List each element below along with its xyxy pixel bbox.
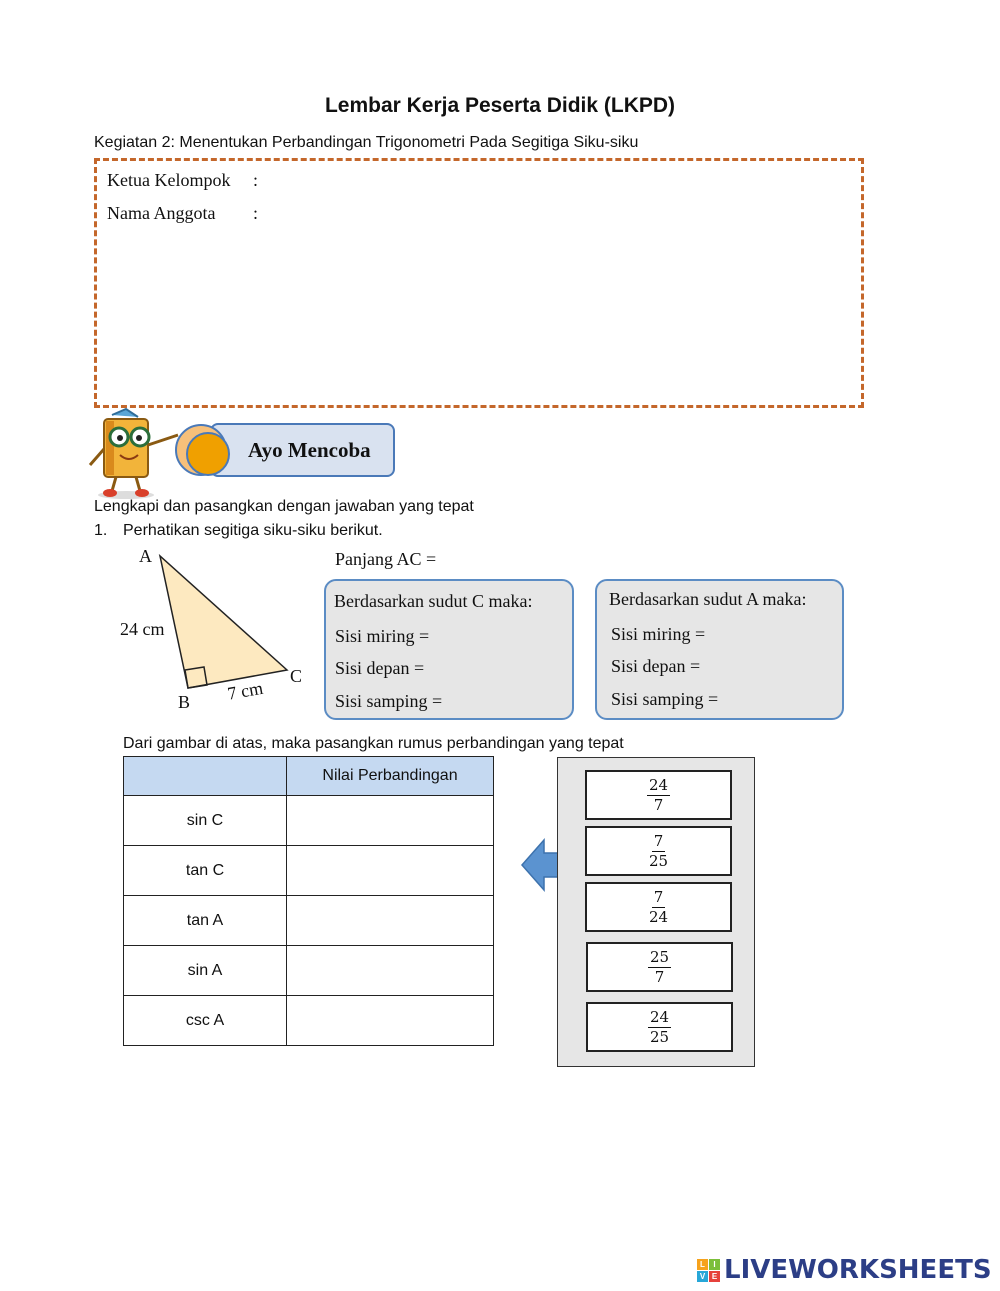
angle-c-heading: Berdasarkan sudut C maka: <box>334 591 533 611</box>
angle-a-samping-label: Sisi samping = <box>611 689 719 709</box>
main-instruction: Lengkapi dan pasangkan dengan jawaban yang tepat <box>94 498 474 515</box>
option-card[interactable] <box>586 1002 733 1052</box>
fraction-denominator: 24 <box>648 907 669 926</box>
logo-letter: E <box>709 1271 720 1282</box>
question-text: Perhatikan segitiga siku-siku berikut. <box>123 522 383 539</box>
angle-c-miring-input[interactable] <box>445 624 559 650</box>
angle-a-samping-input[interactable] <box>735 687 834 713</box>
drop-target[interactable] <box>287 946 494 996</box>
angle-a-heading: Berdasarkan sudut A maka: <box>609 589 807 609</box>
angle-c-depan-label: Sisi depan = <box>335 658 425 678</box>
angle-a-depan-label: Sisi depan = <box>611 656 701 676</box>
table-row <box>124 846 494 896</box>
table-row <box>124 896 494 946</box>
row-label: tan A <box>124 896 287 946</box>
option-card[interactable] <box>585 770 732 820</box>
members-input[interactable] <box>268 201 832 395</box>
row-label: tan C <box>124 846 287 896</box>
fraction-denominator: 7 <box>654 967 665 986</box>
table-header-value: Nilai Perbandingan <box>287 757 494 796</box>
fraction-numerator: 24 <box>648 775 669 794</box>
banner-circle-inner <box>186 432 230 476</box>
table-header-row <box>124 757 494 796</box>
angle-c-samping-input[interactable] <box>458 689 562 715</box>
angle-a-depan-input[interactable] <box>715 654 834 680</box>
angle-a-miring-label: Sisi miring = <box>611 624 706 644</box>
ayo-mencoba-label: Ayo Mencoba <box>248 438 371 462</box>
row-label: sin C <box>124 796 287 846</box>
members-colon: : <box>253 203 259 223</box>
fraction <box>647 776 670 815</box>
brand-name: LIVEWORKSHEETS <box>724 1255 992 1285</box>
members-label: Nama Anggota <box>107 203 216 223</box>
logo-letter: L <box>697 1259 708 1270</box>
drop-target[interactable] <box>287 996 494 1046</box>
fraction-denominator: 25 <box>648 851 669 870</box>
option-card[interactable] <box>585 882 732 932</box>
fraction <box>649 832 668 871</box>
table-row <box>124 996 494 1046</box>
fraction <box>649 888 668 927</box>
side-bc-label: 7 cm <box>226 677 265 704</box>
liveworksheets-brand <box>697 1255 992 1285</box>
drop-target[interactable] <box>287 846 494 896</box>
leader-label: Ketua Kelompok <box>107 170 231 190</box>
panjang-ac-label: Panjang AC = <box>335 549 437 569</box>
fraction-numerator: 24 <box>649 1007 670 1026</box>
angle-c-miring-label: Sisi miring = <box>335 626 430 646</box>
fraction <box>648 948 671 987</box>
angle-c-samping-label: Sisi samping = <box>335 691 443 711</box>
ratio-table <box>123 756 494 1046</box>
row-label: csc A <box>124 996 287 1046</box>
fraction-numerator: 7 <box>653 887 664 906</box>
option-card[interactable] <box>585 826 732 876</box>
fraction-numerator: 25 <box>649 947 670 966</box>
activity-subtitle: Kegiatan 2: Menentukan Perbandingan Trigonometri Pada Segitiga Siku-siku <box>94 134 639 151</box>
angle-a-miring-input[interactable] <box>720 622 834 648</box>
fraction <box>648 1008 671 1047</box>
vertex-c-label: C <box>290 666 303 686</box>
leader-input[interactable] <box>268 168 832 194</box>
liveworksheets-logo-icon <box>697 1259 720 1282</box>
question-number: 1. <box>94 522 108 539</box>
triangle-shape <box>160 556 287 688</box>
table-header-blank <box>124 757 287 796</box>
drop-target[interactable] <box>287 896 494 946</box>
table-row <box>124 796 494 846</box>
page-title: Lembar Kerja Peserta Didik (LKPD) <box>324 94 676 117</box>
drop-target[interactable] <box>287 796 494 846</box>
side-ab-label: 24 cm <box>120 619 165 639</box>
fraction-numerator: 7 <box>653 831 664 850</box>
table-row <box>124 946 494 996</box>
angle-c-depan-input[interactable] <box>440 656 559 682</box>
book-mascot-icon <box>86 405 182 500</box>
row-label: sin A <box>124 946 287 996</box>
vertex-a-label: A <box>139 546 152 566</box>
leader-colon: : <box>253 170 259 190</box>
option-card[interactable] <box>586 942 733 992</box>
logo-letter: V <box>697 1271 708 1282</box>
fraction-denominator: 7 <box>653 795 664 814</box>
vertex-b-label: B <box>178 692 191 712</box>
match-instruction: Dari gambar di atas, maka pasangkan rumus perbandingan yang tepat <box>123 735 624 752</box>
panjang-ac-input[interactable] <box>450 547 574 573</box>
fraction-denominator: 25 <box>649 1027 670 1046</box>
logo-letter: I <box>709 1259 720 1270</box>
